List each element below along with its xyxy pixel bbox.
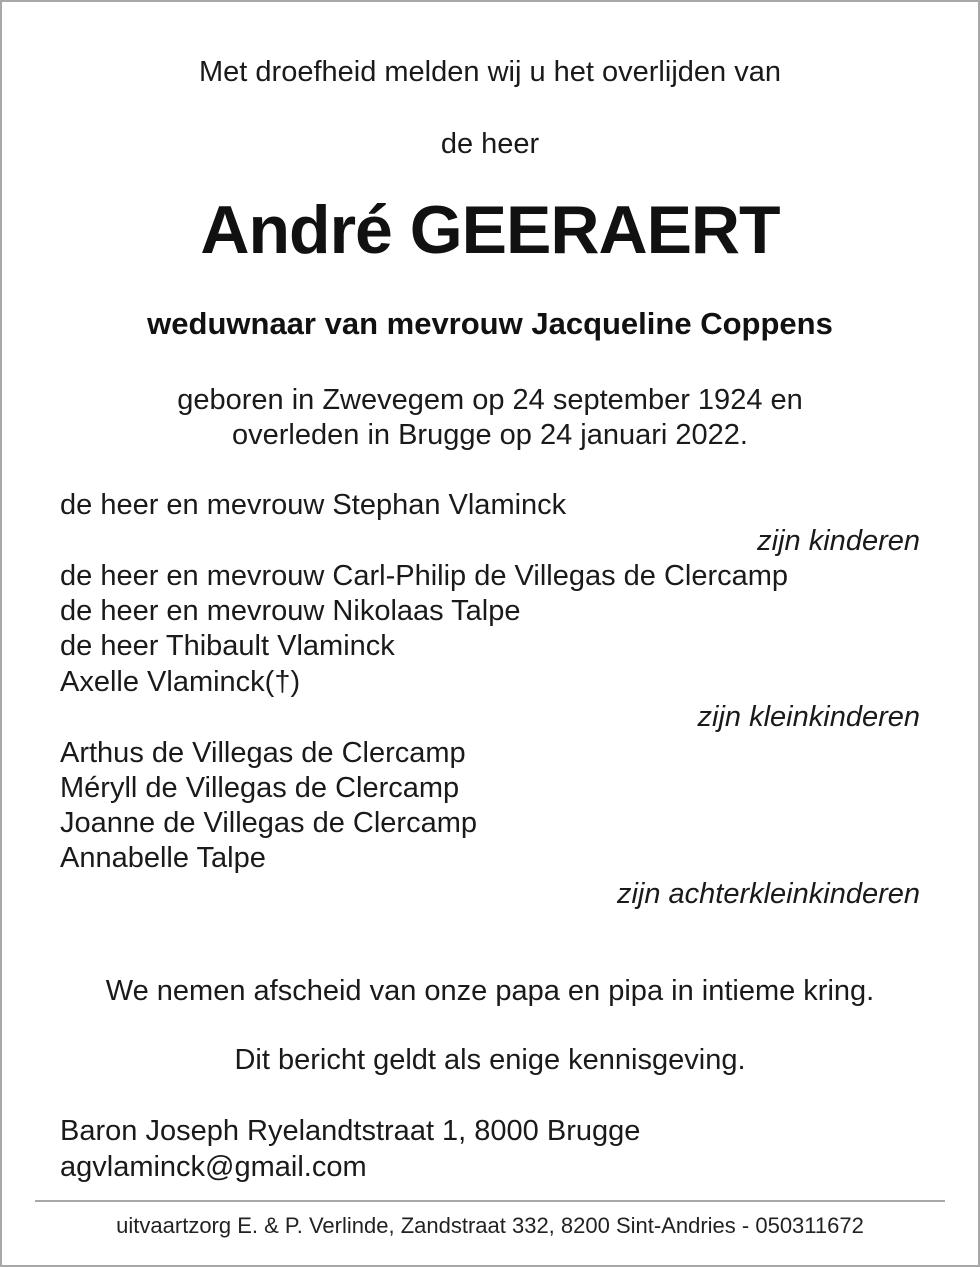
spouse-line: weduwnaar van mevrouw Jacqueline Coppens — [147, 306, 833, 341]
grandchild-name: de heer en mevrouw Carl-Philip de Villegas de Clercamp — [60, 560, 789, 592]
intro-text: Met droefheid melden wij u het overlijden van — [199, 56, 781, 88]
grandchild-name: de heer en mevrouw Nikolaas Talpe — [60, 595, 521, 627]
birth-line: geboren in Zwevegem op 24 september 1924 en — [177, 384, 803, 416]
great-grandchild-name: Méryll de Villegas de Clercamp — [60, 772, 460, 804]
great-grandchildren-label: zijn achterkleinkinderen — [616, 878, 920, 910]
great-grandchild-name: Arthus de Villegas de Clercamp — [60, 737, 466, 769]
deceased-name: André GEERAERT — [200, 192, 780, 268]
great-grandchild-name: Joanne de Villegas de Clercamp — [60, 807, 478, 839]
contact-email[interactable]: agvlaminck@gmail.com — [60, 1151, 367, 1183]
funeral-service-footer: uitvaartzorg E. & P. Verlinde, Zandstraat 332, 8200 Sint-Andries - 050311672 — [116, 1213, 864, 1238]
farewell-text: We nemen afscheid van onze papa en pipa in intieme kring. — [105, 975, 875, 1007]
title-text: de heer — [440, 128, 540, 160]
grandchild-name: de heer Thibault Vlaminck — [60, 630, 395, 662]
footer-divider — [35, 1200, 945, 1202]
contact-address: Baron Joseph Ryelandtstraat 1, 8000 Brugge — [60, 1115, 641, 1147]
grandchildren-label: zijn kleinkinderen — [697, 701, 920, 733]
child-name: de heer en mevrouw Stephan Vlaminck — [60, 489, 567, 521]
grandchild-name: Axelle Vlaminck(†) — [60, 666, 301, 698]
death-line: overleden in Brugge op 24 januari 2022. — [232, 419, 748, 451]
great-grandchild-name: Annabelle Talpe — [60, 842, 266, 874]
notice-text: Dit bericht geldt als enige kennisgeving. — [234, 1044, 746, 1076]
children-label: zijn kinderen — [757, 525, 920, 557]
